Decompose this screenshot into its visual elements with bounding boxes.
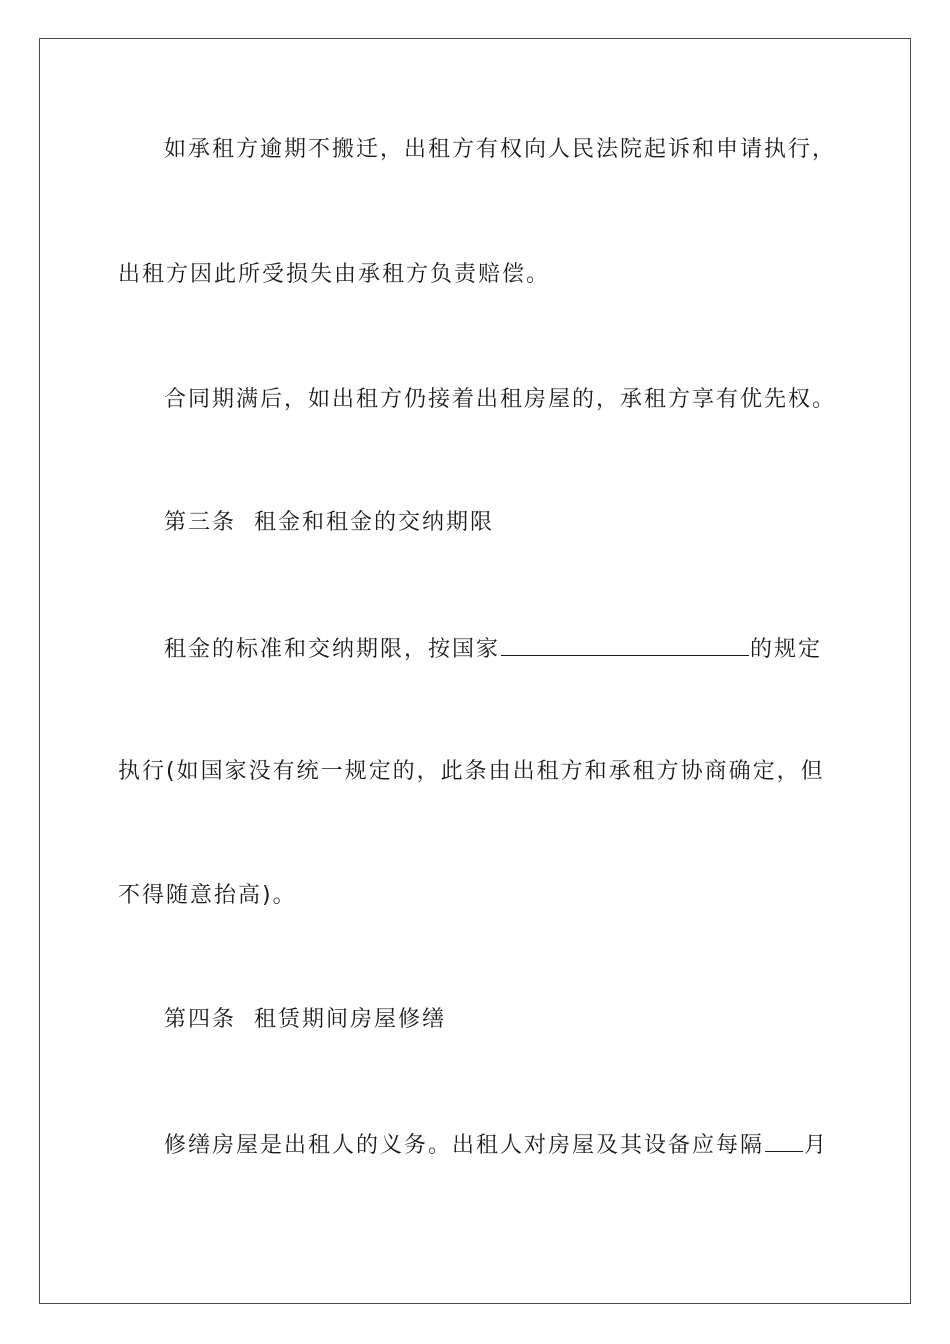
paragraph-line: 出租方因此所受损失由承租方负责赔偿。 (118, 262, 551, 287)
paragraph-line: 如承租方逾期不搬迁，出租方有权向人民法院起诉和申请执行， (164, 137, 837, 162)
fill-in-blank (765, 1129, 803, 1152)
paragraph-line: 修缮房屋是出租人的义务。出租人对房屋及其设备应每隔 月 (164, 1129, 884, 1161)
fill-in-blank (501, 633, 749, 656)
paragraph-line: 租金的标准和交纳期限，按国家 的规定 (164, 633, 884, 665)
section-heading-article-3: 第三条 租金和租金的交纳期限 (164, 510, 494, 535)
section-heading-article-4: 第四条 租赁期间房屋修缮 (164, 1007, 446, 1032)
paragraph-line: 不得随意抬高)。 (118, 883, 297, 908)
paragraph-line: 执行(如国家没有统一规定的，此条由出租方和承租方协商确定，但 (118, 759, 825, 784)
page-border (39, 38, 911, 1304)
paragraph-line: 合同期满后，如出租方仍接着出租房屋的，承租方享有优先权。 (164, 387, 837, 412)
